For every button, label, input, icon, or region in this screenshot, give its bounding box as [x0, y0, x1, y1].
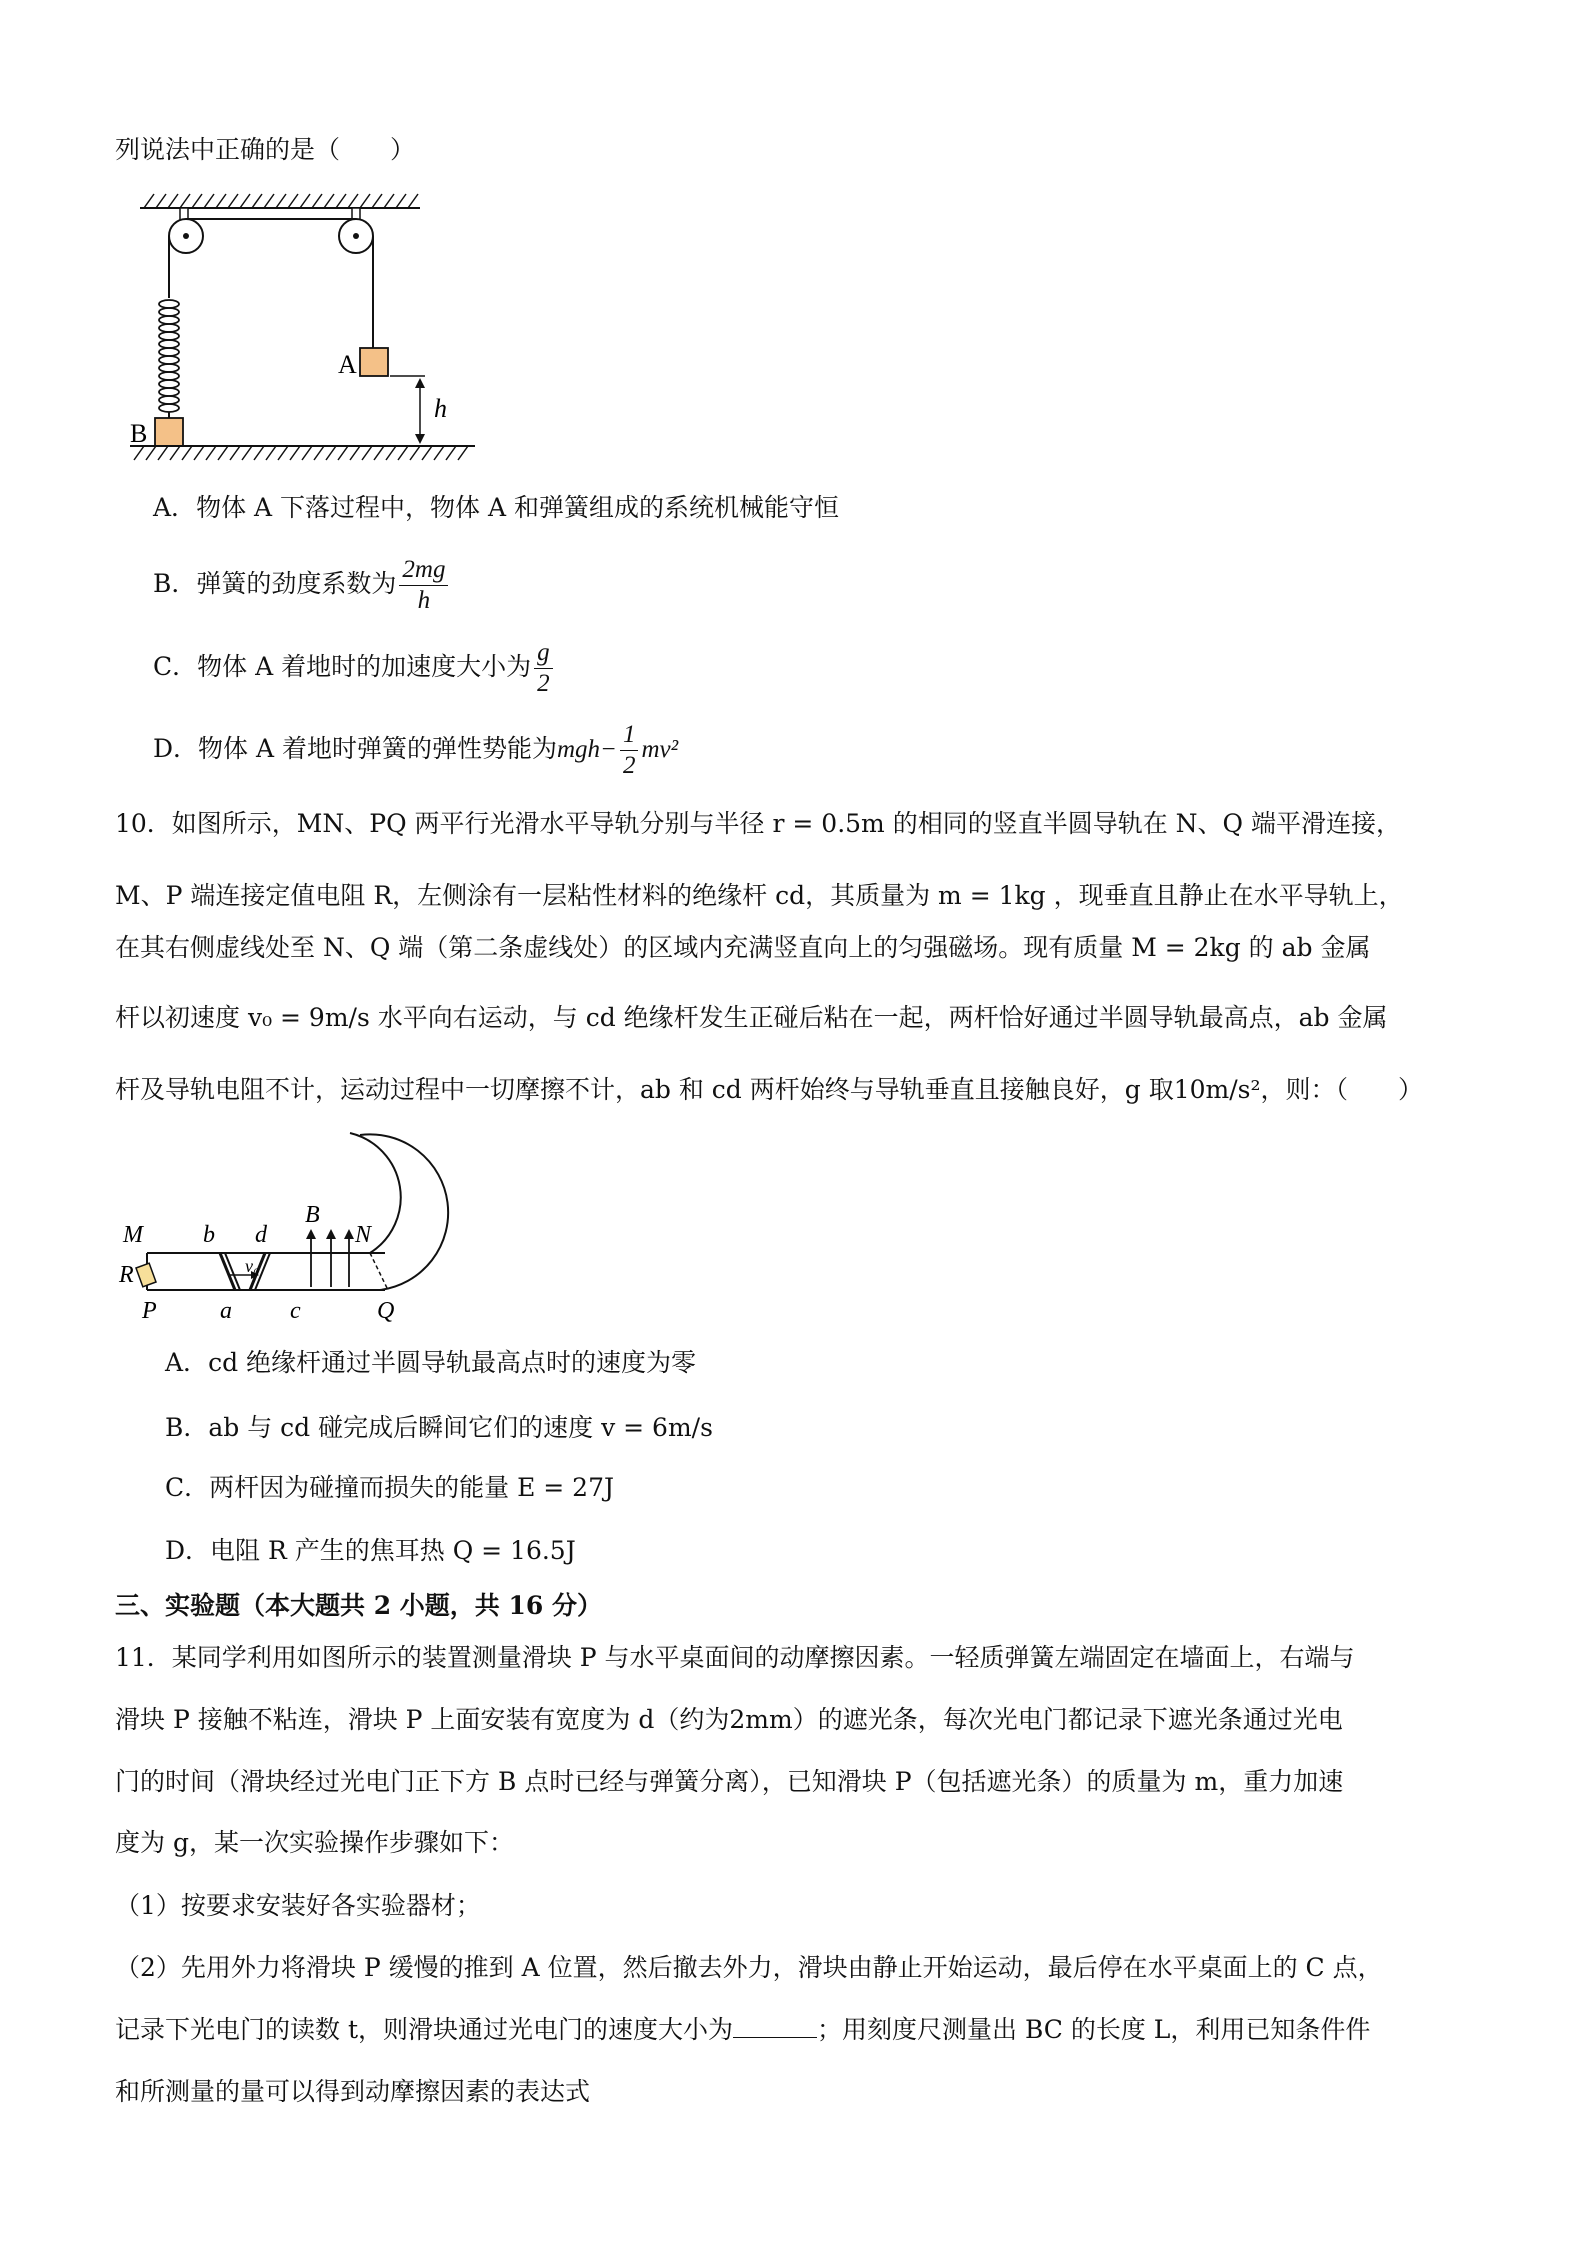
q9-label-h: h [434, 394, 447, 423]
q9-figure [120, 180, 490, 470]
q10-label-v0: v₀ [245, 1256, 260, 1276]
q11-line-2: 滑块 P 接触不粘连，滑块 P 上面安装有宽度为 d（约为2mm）的遮光条，每次光电门都记录下遮光条通过光电 [115, 1705, 1343, 1734]
q11-line-8: 和所测量的量可以得到动摩擦因素的表达式 [115, 2077, 591, 2106]
q10-label-m: M [123, 1222, 143, 1248]
q9-label-a: A [338, 350, 357, 379]
q9-option-d: D．物体 A 着地时弹簧的弹性势能为mgh− $\frac{1}{2}$ mv² [153, 721, 679, 779]
q9-option-c: C．物体 A 着地时的加速度大小为 $\frac{g}{2}$ [153, 638, 556, 699]
q11-step-2: （2）先用外力将滑块 P 缓慢的推到 A 位置，然后撤去外力，滑块由静止开始运动，最后停在水平桌面上的 C 点， [115, 1953, 1383, 1982]
q10-label-c: c [290, 1298, 301, 1324]
q9-d-fraction: $\frac{1}{2}$ [620, 720, 639, 781]
q10-option-a: A．cd 绝缘杆通过半圆导轨最高点时的速度为零 [165, 1348, 697, 1377]
q10-label-q: Q [377, 1298, 395, 1324]
q10-label-b: b [203, 1222, 215, 1248]
q10-label-bfield: B [305, 1202, 320, 1228]
q10-label-a: a [220, 1298, 232, 1324]
section-3-title: 三、实验题（本大题共 2 小题，共 16 分） [115, 1591, 603, 1620]
q10-line-4: 杆以初速度 v₀ = 9m/s 水平向右运动，与 cd 绝缘杆发生正碰后粘在一起，两杆恰好通过半圆导轨最高点，ab 金属 [115, 1003, 1388, 1032]
q10-figure [115, 1125, 455, 1325]
q10-line-2: M、P 端连接定值电阻 R，左侧涂有一层粘性材料的绝缘杆 cd，其质量为 m = 1kg ，现垂直且静止在水平导轨上， [115, 881, 1404, 910]
q10-option-c: C．两杆因为碰撞而损失的能量 E = 27J [165, 1473, 615, 1502]
q10-label-p: P [142, 1298, 157, 1324]
q11-line-1: 11．某同学利用如图所示的装置测量滑块 P 与水平桌面间的动摩擦因素。一轻质弹簧左端固定在墙面上，右端与 [115, 1643, 1355, 1672]
q9-option-b: B．弹簧的劲度系数为 $\frac{2mg}{h}$ [153, 555, 451, 616]
q11-line-7: 记录下光电门的读数 t，则滑块通过光电门的速度大小为 ；用刻度尺测量出 BC 的长度 L，利用已知条件件 [115, 2015, 1371, 2044]
q10-label-d: d [255, 1222, 267, 1248]
q11-line-4: 度为 g，某一次实验操作步骤如下： [115, 1828, 514, 1857]
q9-b-fraction: $\frac{2mg}{h}$ [399, 555, 448, 616]
q9-intro: 列说法中正确的是（ ） [115, 135, 416, 164]
q10-line-5: 杆及导轨电阻不计，运动过程中一切摩擦不计，ab 和 cd 两杆始终与导轨垂直且接触良好，g 取10m/s²，则：（ ） [115, 1075, 1423, 1104]
q10-option-d: D．电阻 R 产生的焦耳热 Q = 16.5J [165, 1536, 576, 1565]
q9-c-fraction: $\frac{g}{2}$ [534, 638, 553, 699]
q9-option-a: A．物体 A 下落过程中，物体 A 和弹簧组成的系统机械能守恒 [153, 493, 839, 522]
q10-line-1: 10．如图所示，MN、PQ 两平行光滑水平导轨分别与半径 r = 0.5m 的相同的竖直半圆导轨在 N、Q 端平滑连接， [115, 809, 1401, 838]
answer-blank[interactable] [733, 2015, 817, 2038]
q10-label-n: N [355, 1222, 372, 1248]
q11-step-1: （1）按要求安装好各实验器材； [115, 1891, 481, 1920]
q9-label-b: B [130, 419, 148, 448]
q10-line-3: 在其右侧虚线处至 N、Q 端（第二条虚线处）的区域内充满竖直向上的匀强磁场。现有质量 M = 2kg 的 ab 金属 [115, 933, 1371, 962]
q10-option-b: B．ab 与 cd 碰完成后瞬间它们的速度 v = 6m/s [165, 1413, 713, 1442]
q10-label-r: R [119, 1262, 134, 1288]
q11-line-3: 门的时间（滑块经过光电门正下方 B 点时已经与弹簧分离），已知滑块 P（包括遮光条）的质量为 m，重力加速 [115, 1767, 1344, 1796]
